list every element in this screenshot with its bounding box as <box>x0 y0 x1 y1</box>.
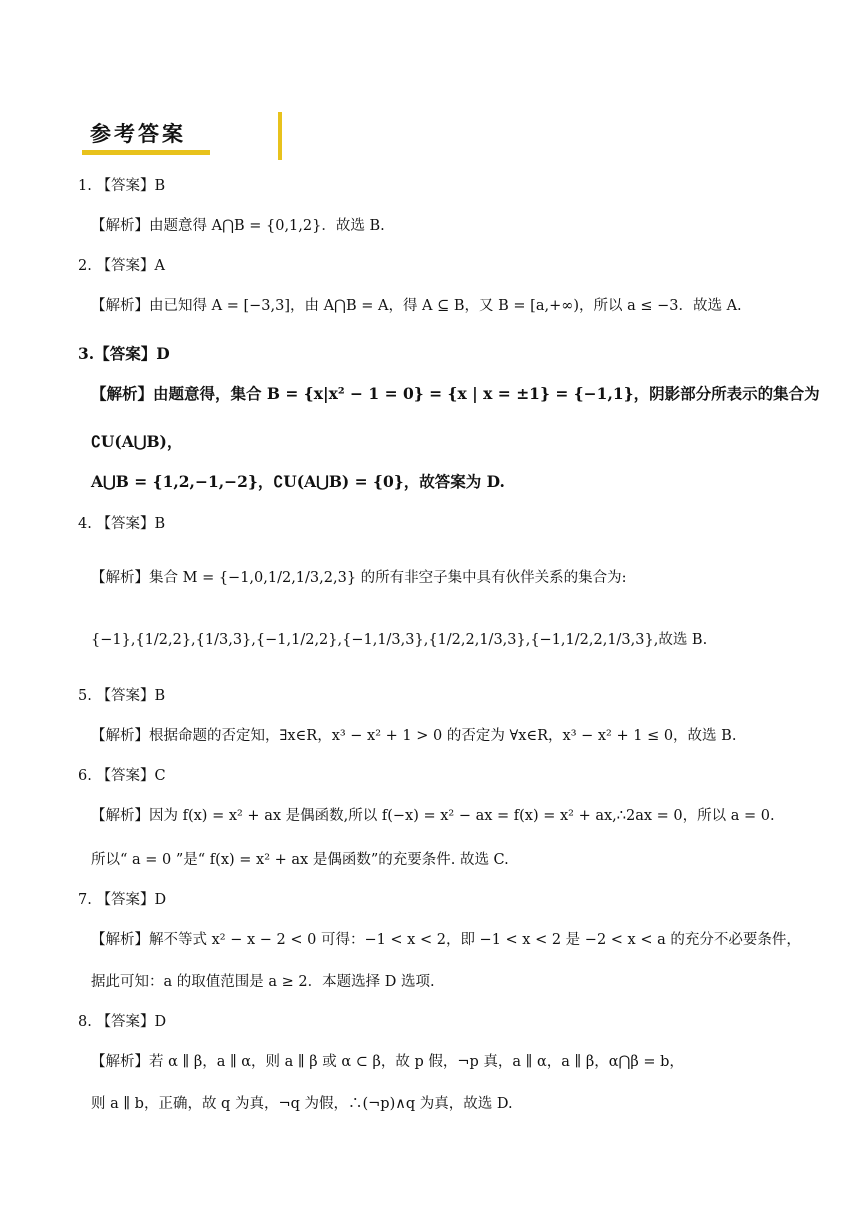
item-6-analysis-line-2: 所以“ a = 0 ”是“ f(x) = x² + ax 是偶函数”的充要条件. 故选 C. <box>91 852 509 868</box>
item-4-analysis-line-2: {−1},{1/2,2},{1/3,3},{−1,1/2,2},{−1,1/3,3},{1/2,2,1/3,3},{−1,1/2,2,1/3,3},故选 B. <box>91 632 708 648</box>
badge-vertical-line <box>278 112 282 160</box>
item-5-analysis: 【解析】根据命题的否定知，∃x∈R，x³ − x² + 1 > 0 的否定为 ∀x∈R，x³ − x² + 1 ≤ 0，故选 B. <box>91 728 737 744</box>
item-6-answer: 6. 【答案】C <box>78 768 166 784</box>
item-2-analysis: 【解析】由已知得 A = [−3,3]，由 A⋂B = A，得 A ⊆ B，又 B = [a,+∞)，所以 a ≤ −3．故选 A. <box>91 298 742 314</box>
answer-key-badge <box>82 112 212 160</box>
item-7-analysis: 【解析】解不等式 x² − x − 2 < 0 可得：−1 < x < 2，即 −1 < x < 2 是 −2 < x < a 的充分不必要条件， <box>91 932 801 948</box>
item-5-answer: 5. 【答案】B <box>78 688 166 704</box>
item-3-analysis-line-2: ∁U(A⋃B)， <box>91 432 183 451</box>
item-3-answer: 3.【答案】D <box>78 344 170 363</box>
item-7-answer: 7. 【答案】D <box>78 892 167 908</box>
item-4-answer: 4. 【答案】B <box>78 516 166 532</box>
item-8-analysis-line-2: 则 a ∥ b，正确，故 q 为真，¬q 为假，∴(¬p)∧q 为真，故选 D. <box>91 1096 513 1112</box>
badge-underline <box>82 150 210 155</box>
item-8-answer: 8. 【答案】D <box>78 1014 167 1030</box>
item-7-analysis-line-2: 据此可知：a 的取值范围是 a ≥ 2．本题选择 D 选项. <box>91 974 435 990</box>
item-3-analysis-line-3: A⋃B = {1,2,−1,−2}，∁U(A⋃B) = {0}，故答案为 D. <box>91 472 505 491</box>
item-1-answer: 1. 【答案】B <box>78 178 166 194</box>
item-3-analysis: 【解析】由题意得，集合 B = {x|x² − 1 = 0} = {x | x = ±1} = {−1,1}，阴影部分所表示的集合为 <box>91 384 820 403</box>
item-8-analysis: 【解析】若 α ∥ β，a ∥ α，则 a ∥ β 或 α ⊂ β，故 p 假，¬p 真，a ∥ α，a ∥ β，α⋂β = b， <box>91 1054 684 1070</box>
answer-key-title: 参考答案 <box>90 121 186 146</box>
item-6-analysis: 【解析】因为 f(x) = x² + ax 是偶函数,所以 f(−x) = x² − ax = f(x) = x² + ax,∴2ax = 0，所以 a = 0. <box>91 808 775 824</box>
item-1-analysis: 【解析】由题意得 A⋂B = {0,1,2}．故选 B. <box>91 218 385 234</box>
item-4-analysis: 【解析】集合 M = {−1,0,1/2,1/3,2,3} 的所有非空子集中具有伙伴关系的集合为: <box>91 570 627 586</box>
item-2-answer: 2. 【答案】A <box>78 258 165 274</box>
